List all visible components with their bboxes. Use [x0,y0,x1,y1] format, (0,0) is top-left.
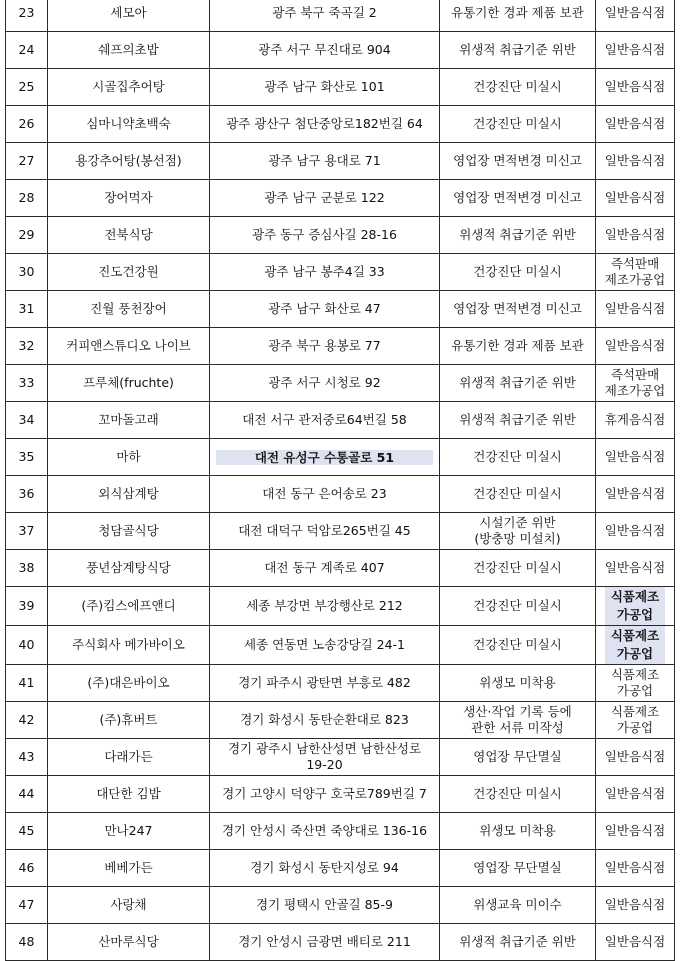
violation-reason [440,626,596,665]
business-name-text: 심마니약초백숙 [86,116,171,131]
business-address [210,513,440,550]
business-type-text: 일반음식점 [604,449,666,464]
row-number [6,702,48,739]
business-type [596,217,675,254]
business-address [210,69,440,106]
business-address [210,850,440,887]
violation-reason-text: 생산·작업 기록 등에 관한 서류 미작성 [463,704,572,735]
row-number-text: 38 [18,560,35,575]
business-name-text: 꼬마돌고래 [98,412,159,427]
business-name [48,702,210,739]
business-address [210,365,440,402]
business-type [596,439,675,476]
row-number-text: 37 [18,523,35,538]
violation-reason [440,254,596,291]
business-type [596,0,675,32]
business-address-text: 경기 평택시 안골길 85-9 [256,897,393,912]
business-name-text: 진월 풍천장어 [90,301,167,316]
business-name-text: 장어먹자 [104,190,153,205]
business-name [48,587,210,626]
business-address [210,0,440,32]
business-address [210,887,440,924]
business-address [210,924,440,961]
violation-reason-text: 건강진단 미실시 [473,637,562,652]
business-type [596,887,675,924]
business-address [210,813,440,850]
business-type-text: 휴게음식점 [604,412,666,427]
violation-reason-text: 건강진단 미실시 [473,116,562,131]
business-address [210,402,440,439]
row-number [6,739,48,776]
table-row [6,587,675,626]
business-type-text: 일반음식점 [604,934,666,949]
violation-reason [440,739,596,776]
row-number-text: 24 [18,42,35,57]
row-number [6,143,48,180]
violation-reason [440,513,596,550]
row-number-text: 33 [18,375,35,390]
business-name [48,180,210,217]
business-type-text: 일반음식점 [604,42,666,57]
business-name-text: 청담골식당 [98,523,159,538]
business-type-text: 일반음식점 [604,560,666,575]
business-address [210,665,440,702]
business-address-text: 경기 안성시 죽산면 죽양대로 136-16 [221,823,428,838]
business-name-text: (주)킴스에프앤디 [81,598,176,613]
row-number-text: 34 [18,412,35,427]
business-address-text: 광주 남구 군분로 122 [264,190,385,205]
row-number-text: 26 [18,116,35,131]
business-type-text: 일반음식점 [604,116,666,131]
violation-reason [440,217,596,254]
row-number-text: 45 [18,823,35,838]
violation-reason [440,69,596,106]
business-address-text: 경기 광주시 남한산성면 남한산성로 19-20 [227,741,422,772]
business-name-text: 프루체(fruchte) [83,375,174,390]
business-name [48,776,210,813]
violation-reason-text: 건강진단 미실시 [473,598,562,613]
violation-reason [440,328,596,365]
violation-reason [440,850,596,887]
business-address [210,106,440,143]
business-name [48,254,210,291]
violation-reason-text: 유통기한 경과 제품 보관 [451,338,584,353]
row-number-text: 39 [18,598,35,613]
row-number [6,887,48,924]
business-name [48,106,210,143]
row-number [6,665,48,702]
business-type [596,402,675,439]
business-type [596,702,675,739]
business-name-text: 풍년삼계탕식당 [86,560,171,575]
business-name-text: 외식삼계탕 [98,486,159,501]
business-name [48,69,210,106]
table-row [6,217,675,254]
business-type-text: 일반음식점 [604,227,666,242]
business-name-text: 용강추어탕(봉선점) [75,153,182,168]
violation-reason-text: 건강진단 미실시 [473,79,562,94]
row-number-text: 29 [18,227,35,242]
business-name-text: 마하 [116,449,141,464]
row-number [6,850,48,887]
table-row [6,254,675,291]
business-name [48,439,210,476]
business-type [596,328,675,365]
business-address [210,180,440,217]
business-name [48,513,210,550]
business-type [596,587,675,626]
row-number-text: 47 [18,897,35,912]
violation-reason-text: 위생적 취급기준 위반 [459,412,576,427]
table-row [6,439,675,476]
business-type-text: 식품제조 가공업 [605,587,665,625]
business-address-text: 경기 안성시 금광면 배티로 211 [238,934,411,949]
business-address [210,776,440,813]
business-address [210,254,440,291]
business-name [48,143,210,180]
violation-reason-text: 영업장 면적변경 미신고 [453,153,582,168]
row-number [6,402,48,439]
business-type [596,850,675,887]
table-row [6,69,675,106]
violation-reason-text: 건강진단 미실시 [473,486,562,501]
row-number-text: 43 [18,749,35,764]
violation-table-body [6,0,675,961]
business-type-text: 일반음식점 [604,301,666,316]
row-number [6,813,48,850]
row-number [6,439,48,476]
table-row [6,776,675,813]
business-type-text: 일반음식점 [604,823,666,838]
table-row [6,887,675,924]
business-address-text: 세종 부강면 부강행산로 212 [246,598,403,613]
violation-reason [440,143,596,180]
row-number [6,550,48,587]
row-number-text: 28 [18,190,35,205]
row-number-text: 23 [18,5,35,20]
business-address-text: 대전 유성구 수통골로 51 [216,450,433,465]
business-name-text: 대단한 김밥 [96,786,161,801]
violation-reason-text: 위생적 취급기준 위반 [459,375,576,390]
business-type-text: 식품제조 가공업 [610,667,660,698]
business-type-text: 일반음식점 [604,749,666,764]
business-name [48,32,210,69]
business-address-text: 광주 서구 무진대로 904 [258,42,391,57]
row-number [6,365,48,402]
violation-reason [440,0,596,32]
business-address-text: 광주 남구 용대로 71 [268,153,381,168]
violation-reason-text: 위생모 미착용 [479,675,556,690]
table-row [6,0,675,32]
row-number [6,476,48,513]
table-row [6,476,675,513]
business-name-text: 세모아 [110,5,147,20]
business-address-text: 경기 화성시 동탄지성로 94 [250,860,399,875]
violation-table [5,0,675,961]
business-name [48,813,210,850]
violation-reason [440,776,596,813]
business-address-text: 대전 동구 은어송로 23 [262,486,387,501]
row-number-text: 32 [18,338,35,353]
row-number-text: 44 [18,786,35,801]
business-address-text: 광주 북구 죽곡길 2 [272,5,377,20]
business-name-text: (주)휴버트 [99,712,158,727]
violation-reason [440,665,596,702]
row-number [6,254,48,291]
violation-reason-text: 위생적 취급기준 위반 [459,227,576,242]
table-row [6,180,675,217]
business-address-text: 광주 북구 용봉로 77 [268,338,381,353]
table-row [6,365,675,402]
business-name [48,887,210,924]
business-type [596,924,675,961]
violation-reason [440,32,596,69]
business-address-text: 경기 파주시 광탄면 부흥로 482 [238,675,411,690]
business-address-text: 대전 대덕구 덕암로265번길 45 [238,523,411,538]
violation-reason-text: 영업장 무단멸실 [473,860,562,875]
business-name-text: 시골집추어탕 [92,79,165,94]
business-type-text: 일반음식점 [604,860,666,875]
table-row [6,106,675,143]
violation-reason [440,106,596,143]
violation-reason [440,887,596,924]
row-number-text: 40 [18,637,35,652]
violation-reason [440,813,596,850]
violation-reason [440,587,596,626]
row-number-text: 27 [18,153,35,168]
table-row [6,402,675,439]
violation-reason [440,402,596,439]
business-address-text: 대전 서구 관저중로64번길 58 [242,412,407,427]
row-number [6,0,48,32]
violation-reason-text: 영업장 면적변경 미신고 [453,190,582,205]
row-number-text: 41 [18,675,35,690]
business-address [210,32,440,69]
violation-reason-text: 건강진단 미실시 [473,449,562,464]
business-type [596,106,675,143]
business-name-text: 쉐프의초밥 [98,42,159,57]
table-row [6,550,675,587]
row-number [6,69,48,106]
table-row [6,143,675,180]
row-number [6,106,48,143]
violation-reason [440,550,596,587]
business-address [210,217,440,254]
row-number [6,180,48,217]
table-row [6,665,675,702]
violation-reason-text: 영업장 무단멸실 [473,749,562,764]
business-name-text: (주)대은바이오 [87,675,170,690]
violation-reason-text: 건강진단 미실시 [473,786,562,801]
business-type [596,180,675,217]
business-address [210,550,440,587]
table-row [6,32,675,69]
business-address-text: 경기 화성시 동탄순환대로 823 [240,712,409,727]
business-address [210,739,440,776]
violation-reason-text: 건강진단 미실시 [473,560,562,575]
business-address-text: 세종 연동면 노송강당길 24-1 [243,637,406,652]
business-type-text: 일반음식점 [604,486,666,501]
business-type-text: 일반음식점 [604,79,666,94]
table-row [6,739,675,776]
row-number [6,328,48,365]
business-name [48,665,210,702]
violation-reason-text: 건강진단 미실시 [473,264,562,279]
violation-reason [440,365,596,402]
row-number [6,513,48,550]
business-name-text: 전북식당 [104,227,153,242]
business-type-text: 즉석판매 제조가공업 [604,367,666,398]
business-type [596,32,675,69]
row-number-text: 31 [18,301,35,316]
business-type [596,291,675,328]
business-type-text: 식품제조 가공업 [605,626,665,664]
business-type-text: 일반음식점 [604,338,666,353]
business-address-text: 대전 동구 계족로 407 [264,560,385,575]
business-address-text: 광주 남구 봉주4길 33 [264,264,385,279]
business-name [48,0,210,32]
row-number-text: 36 [18,486,35,501]
violation-reason [440,476,596,513]
business-type [596,665,675,702]
business-name [48,476,210,513]
business-type [596,776,675,813]
table-row [6,702,675,739]
business-type [596,476,675,513]
business-name [48,328,210,365]
business-type-text: 일반음식점 [604,897,666,912]
business-name-text: 주식회사 메가바이오 [72,637,185,652]
business-address-text: 광주 광산구 첨단중앙로182번길 64 [226,116,423,131]
business-name [48,291,210,328]
row-number [6,924,48,961]
business-name-text: 베베가든 [104,860,153,875]
table-row [6,328,675,365]
row-number [6,626,48,665]
business-name-text: 만나247 [104,823,153,838]
business-type [596,254,675,291]
business-name-text: 진도건강원 [98,264,159,279]
business-name [48,626,210,665]
business-address-text: 광주 서구 시청로 92 [268,375,381,390]
row-number-text: 25 [18,79,35,94]
row-number [6,587,48,626]
table-row [6,924,675,961]
business-type-text: 일반음식점 [604,5,666,20]
business-type-text: 일반음식점 [604,786,666,801]
business-type-text: 즉석판매 제조가공업 [604,256,666,287]
business-type [596,550,675,587]
business-name-text: 커피앤스튜디오 나이브 [66,338,191,353]
row-number-text: 30 [18,264,35,279]
row-number [6,291,48,328]
business-address-text: 경기 고양시 덕양구 호국로789번길 7 [222,786,427,801]
table-row [6,291,675,328]
business-address [210,476,440,513]
violation-reason [440,702,596,739]
row-number-text: 46 [18,860,35,875]
business-name-text: 다래가든 [104,749,153,764]
table-row [6,513,675,550]
business-name-text: 산마루식당 [98,934,159,949]
violation-reason-text: 유통기한 경과 제품 보관 [451,5,584,20]
violation-reason-text: 위생적 취급기준 위반 [459,42,576,57]
business-address [210,291,440,328]
row-number-text: 35 [18,449,35,464]
business-type [596,513,675,550]
business-address-text: 광주 남구 화산로 101 [264,79,385,94]
business-type [596,143,675,180]
violation-reason [440,439,596,476]
business-address-text: 광주 남구 화산로 47 [268,301,381,316]
violation-reason-text: 영업장 면적변경 미신고 [453,301,582,316]
business-type [596,69,675,106]
row-number [6,32,48,69]
table-row [6,850,675,887]
violation-reason [440,291,596,328]
business-type-text: 일반음식점 [604,153,666,168]
business-address [210,587,440,626]
business-name [48,402,210,439]
business-name [48,850,210,887]
business-type-text: 식품제조 가공업 [610,704,660,735]
business-address [210,626,440,665]
business-name-text: 사랑채 [110,897,147,912]
business-type-text: 일반음식점 [604,190,666,205]
business-name [48,739,210,776]
business-type [596,365,675,402]
violation-reason [440,924,596,961]
row-number-text: 42 [18,712,35,727]
business-address [210,143,440,180]
table-row [6,813,675,850]
business-name [48,365,210,402]
business-name [48,924,210,961]
row-number-text: 48 [18,934,35,949]
violation-reason-text: 시설기준 위반 (방충망 미설치) [474,515,561,546]
table-row [6,626,675,665]
violation-reason-text: 위생적 취급기준 위반 [459,934,576,949]
business-name [48,550,210,587]
business-address [210,702,440,739]
business-address-text: 광주 동구 증심사길 28-16 [252,227,397,242]
business-type [596,813,675,850]
row-number [6,776,48,813]
violation-reason-text: 위생교육 미이수 [473,897,562,912]
violation-reason [440,180,596,217]
row-number [6,217,48,254]
business-address [210,328,440,365]
business-name [48,217,210,254]
violation-reason-text: 위생모 미착용 [479,823,556,838]
business-type-text: 일반음식점 [604,523,666,538]
business-type [596,739,675,776]
business-type [596,626,675,665]
business-address [210,439,440,476]
